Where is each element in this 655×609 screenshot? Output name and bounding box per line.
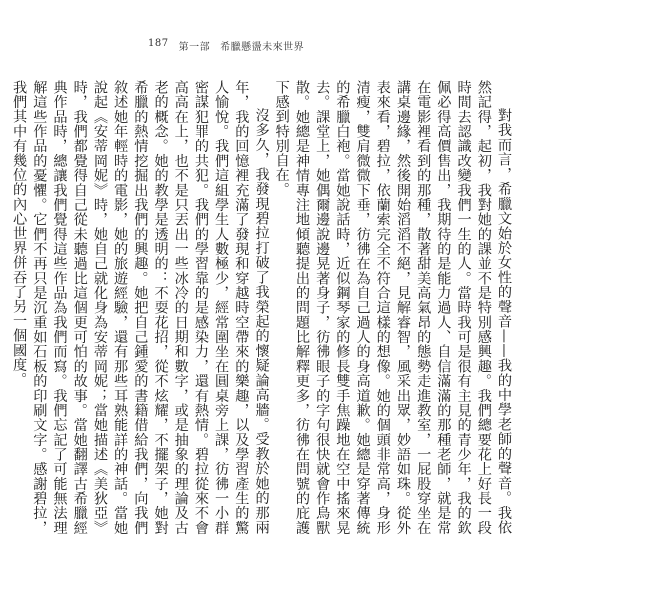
page-number: 187 [148,38,169,49]
paragraph-1: 對我而言，希臘文始於女性的聲音——我的中學老師的聲音。我依然記得，起初，我對她的課並不是特別感興趣。我們總要花上好長一段時間去認識改變我們一生的人。當時我可是很有主見的青少年，我的欽佩必得高價售出，我期待的是能力過人、自信滿滿的那種老師，就是常在電影裡看到的那種，散著甜美高氣昂的態勢走進教室，一屁股穿坐在講桌邊緣，然後開始滔滔不絕，見解睿智，風采出眾，妙語如珠。從外表來看，碧拉，依蘭索完全不符合這樣的想像。她的個頭非常高，身形清瘦，雙肩微微下垂，彷彿在為自己過人的身高道歉。她總是穿著傳統的希臘白袍。當她說話時，近似鋼琴家的修長雙手焦躁地在空中搖來晃去。課堂上，她偶爾邊說邊晃著身子，彷彿眼子的字句很快就會作鳥獸散。她總是神情專注地傾聽提出的問題比解釋更多，彷彿在問號的庇護下感到特別自在。 [273,80,512,535]
vertical-body-text [11,80,514,535]
book-title: 希臘懸盪未來世界 [220,42,305,53]
paragraph-2: 沒多久，我發現碧拉打破了我榮起的懷疑論高牆。受教於她的那兩年，我的回憶裡充滿了發現和穿越時空帶來的樂趣，以及學習產生的驚人愉悅。我們這組學生人數極少，經常圍坐在圓桌旁上課，彷彿一小群密謀犯罪的共犯。我們的學習靠的是感染力，還有熱情。碧拉從來不會高高在上，也不是只丟出一些冰冷的日期和數字，或是抽象的理論及古老的概念。她的教學是透明的：不耍花招，從不炫耀，不擺架子，她對希臘的熱情挖掘出我們的興趣。她把自己鍾愛的書籍借給我們，向我們敘述她年輕時的電影，她的旅遊經驗，還有那些耳熟能詳的神話。當她說起《安蒂岡妮》時，她自己就化身為安蒂岡妮；當她描述《美狄亞》時，我們都覺得自己從未聽過比這個更可怕的故事。當她翻譯古希臘經典作品時，總讓我們覺得這些作品為我們而寫。我們忘記了可能無法理解這些作品的憂懼。它們不再只是沉重如石板的印刷文字。感謝碧拉，我們其中有幾位的內心世界併吞了另一個國度。 [11,80,270,535]
section-label: 第一部 [178,42,211,53]
running-header [148,38,509,53]
